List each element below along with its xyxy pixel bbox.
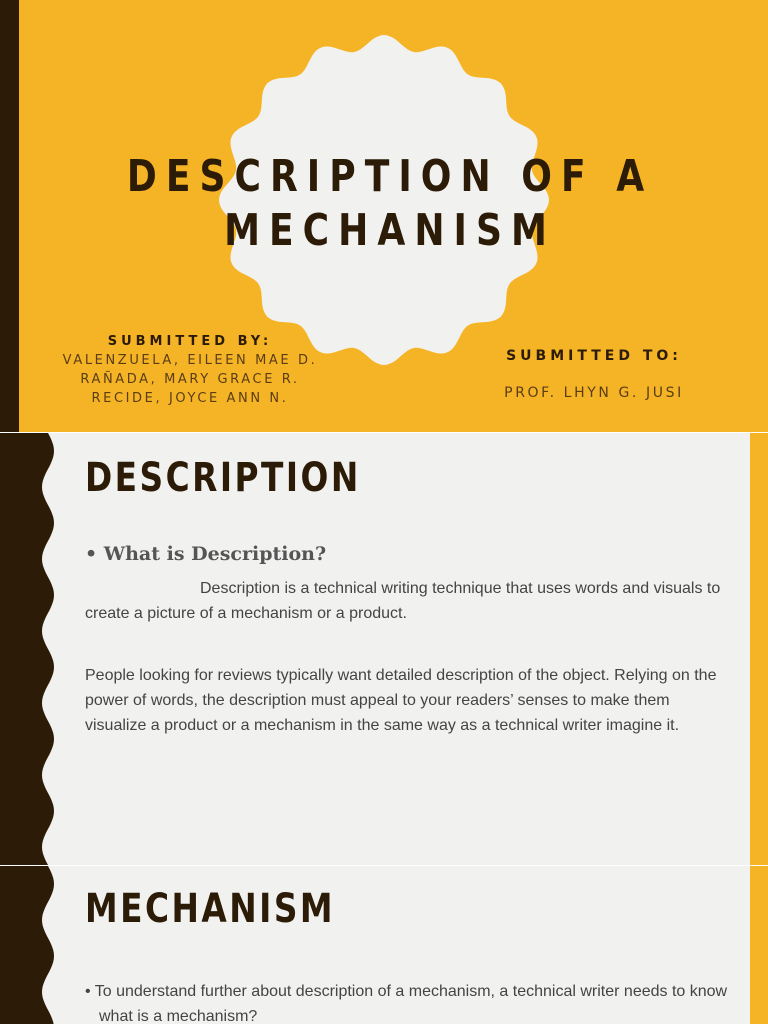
- author-name: RAÑADA, MARY GRACE R.: [80, 372, 300, 387]
- submitted-to-label: SUBMITTED TO:: [506, 348, 682, 364]
- wavy-left-border: [0, 433, 70, 865]
- submitted-to-name: PROF. LHYN G. JUSI: [504, 385, 684, 401]
- bullet-question: • What is Description?: [85, 543, 327, 565]
- bullet-text: • To understand further about description of a mechanism, a technical writer needs to know what is a mechanism?: [85, 983, 728, 1024]
- wavy-left-border: [0, 866, 70, 1024]
- right-accent-strip: [750, 433, 768, 865]
- title-line-2: MECHANISM: [224, 205, 556, 256]
- author-name: VALENZUELA, EILEEN MAE D.: [62, 353, 318, 368]
- body-paragraph: People looking for reviews typically want detailed description of the object. Relying on the power of words, the description must appeal to your readers’ senses to make them visualize a product or a mechanism in the same way as a technical writer imagine it.: [85, 667, 717, 734]
- left-accent-bar: [0, 0, 19, 432]
- slide-heading: MECHANISM: [85, 886, 336, 932]
- description-slide: [0, 433, 768, 865]
- mechanism-slide: [0, 866, 768, 1024]
- author-name: RECIDE, JOYCE ANN N.: [91, 391, 289, 406]
- right-accent-strip: [750, 866, 768, 1024]
- title-slide: [0, 0, 768, 432]
- submitted-by-label: SUBMITTED BY:: [107, 334, 273, 349]
- submitted-by-names: [30, 351, 350, 408]
- title-line-1: DESCRIPTION OF A: [126, 151, 654, 202]
- slide-heading: DESCRIPTION: [85, 455, 361, 501]
- presentation-title: [119, 150, 660, 258]
- definition-paragraph: Description is a technical writing technique that uses words and visuals to create a picture of a mechanism or a product.: [85, 580, 721, 622]
